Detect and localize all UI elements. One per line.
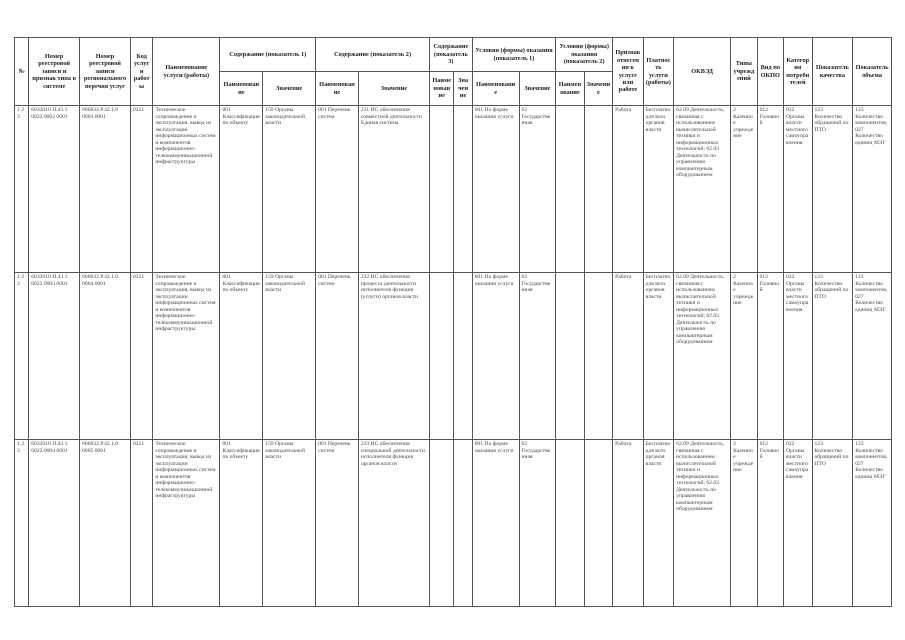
col-content-3: Содержание (показатель 3) [430,38,473,72]
cell-service-code: 0221 [130,106,152,273]
cell-okpo: 012 Головной [757,106,783,273]
cell-reg-number: 6032010 П.43 1 0022 0002 0001 [29,106,80,273]
cell-type: Работа [613,273,644,440]
col-conditions-2: Условия (формы) оказания (показатель 2) [556,38,613,72]
cell-bodies: 2 Казенное учреждение [731,273,757,440]
cell-content-1-value: 159 Органы законодательной власти [263,273,316,440]
sub-content-3-name: Наименование [430,72,454,106]
cell-content-3-value [454,440,472,607]
col-num: № [15,38,29,106]
cell-content-2-name: 001 Перечень систем [316,440,359,607]
cell-content-3-value [454,273,472,440]
col-reg-number: Номер реестровой записи и признак типа в системе [29,38,80,106]
cell-payment: Бесплатно для всех органов власти [643,440,674,607]
cell-conditions-2-value [584,106,613,273]
cell-bodies: 2 Казенное учреждение [731,106,757,273]
cell-conditions-2-value [584,273,613,440]
cell-okpo: 012 Головной [757,273,783,440]
sub-conditions-1-name: Наименование [472,72,519,106]
cell-content-3-name [430,440,454,607]
table-row [15,273,892,440]
cell-category: 022 Органы власти местного самоуправления [784,106,812,273]
col-volume: Показатель объема [853,38,892,106]
cell-quality: 123 Количество обращений по ПТО [812,440,853,607]
col-service-name: Наименование услуги (работы) [153,38,220,106]
sub-content-2-name: Наименование [316,72,359,106]
cell-content-1-value: 159 Органы законодательной власти [263,106,316,273]
cell-reg-number-region: 606032.Р.42.1.0 0003 0001 [80,106,131,273]
cell-okved: 62.09 Деятельность, связанная с использованием вычислительной техники и информационных технологий; 62.03 Деятельность по управлению компьютерным оборудованием [674,106,731,273]
col-reg-number-region: Номер реестровой записи регионального перечня услуг [80,38,131,106]
table-row [15,106,892,273]
col-service-code: Код услуги работы [130,38,152,106]
cell-type: Работа [613,106,644,273]
cell-conditions-1-name: 001 По форме оказания услуги [472,440,519,607]
cell-content-2-name: 001 Перечень систем [316,273,359,440]
cell-service-name: Техническое сопровождение и эксплуатация, вывод из эксплуатации информационных систем и компонентов информационно-телекоммуникационной инфраструктуры [153,106,220,273]
cell-conditions-1-name: 001 По форме оказания услуги [472,273,519,440]
cell-okved: 62.09 Деятельность, связанная с использованием вычислительной техники и информационных технологий; 62.03 Деятельность по управлению компьютерным оборудованием [674,440,731,607]
cell-reg-number: 6032010 П.43 1 0022 0003 0001 [29,273,80,440]
cell-volume: 123 Количество компонентов, 027 Количество единиц МЭГ [853,440,892,607]
cell-content-2-value: 231 ИС обеспечения совместной деятельности Единая система [358,106,429,273]
cell-volume: 123 Количество компонентов, 027 Количество единиц МЭГ [853,273,892,440]
col-category: Категория потребителей [784,38,812,106]
cell-quality: 123 Количество обращений по ПТО [812,273,853,440]
cell-conditions-2-name [556,440,584,607]
sub-content-1-value: Значение [263,72,316,106]
cell-content-1-name: 001 Классификация по объекту [220,273,263,440]
col-conditions-1: Условия (формы) оказания (показатель 1) [472,38,555,72]
cell-conditions-1-value: 02 Государственная [519,106,556,273]
cell-content-2-name: 001 Перечень систем [316,106,359,273]
col-quality: Показатель качества [812,38,853,106]
sub-conditions-2-name: Наименование [556,72,584,106]
cell-okved: 62.09 Деятельность, связанная с использованием вычислительной техники и информационных технологий; 62.03 Деятельность по управлению компьютерным оборудованием [674,273,731,440]
cell-quality: 123 Количество обращений по ПТО [812,106,853,273]
cell-category: 022 Органы власти местного самоуправления [784,273,812,440]
cell-bodies: 2 Казенное учреждение [731,440,757,607]
cell-okpo: 012 Головной [757,440,783,607]
cell-reg-number-region: 606032.Р.42.1.0 0005 0001 [80,440,131,607]
cell-type: Работа [613,440,644,607]
col-okved: ОКВЭД [674,38,731,106]
cell-service-code: 0221 [130,440,152,607]
col-payment: Платность услуги (работы) [643,38,674,106]
cell-service-name: Техническое сопровождение и эксплуатация, вывод из эксплуатации информационных систем и компонентов информационно-телекоммуникационной инфраструктуры [153,273,220,440]
sub-conditions-2-value: Значение [584,72,613,106]
col-bodies: Типы учреждений [731,38,757,106]
col-content-1: Содержание (показатель 1) [220,38,316,72]
cell-content-3-name [430,273,454,440]
cell-content-1-value: 159 Органы законодательной власти [263,440,316,607]
cell-content-2-value: 233 ИС обеспечения специальной деятельности исполнителя функции органов власти [358,440,429,607]
cell-content-1-name: 001 Классификация по объекту [220,440,263,607]
sub-conditions-1-value: Значение [519,72,556,106]
header-row-1 [15,38,892,72]
cell-volume: 123 Количество компонентов, 027 Количество единиц МЭГ [853,106,892,273]
cell-conditions-1-value: 02 Государственная [519,440,556,607]
cell-content-3-name [430,106,454,273]
cell-content-3-value [454,106,472,273]
cell-payment: Бесплатно для всех органов власти [643,106,674,273]
cell-payment: Бесплатно для всех органов власти [643,273,674,440]
cell-reg-number: 6032010 П.43 1 0022 0004 0001 [29,440,80,607]
cell-content-2-value: 232 ИС обеспечения процесса деятельности исполнителя функции (услуги) органов власти [358,273,429,440]
cell-service-name: Техническое сопровождение и эксплуатация, вывод из эксплуатации информационных систем и компонентов информационно-телекоммуникационной инфраструктуры [153,440,220,607]
cell-conditions-1-name: 001 По форме оказания услуги [472,106,519,273]
sub-content-2-value: Значение [358,72,429,106]
col-type: Признак отнесения к услуге или работе [613,38,644,106]
table-row [15,440,892,607]
cell-conditions-2-value [584,440,613,607]
registry-table [14,37,892,607]
cell-num: 1 2 3 [15,273,29,440]
sub-content-1-name: Наименование [220,72,263,106]
cell-conditions-2-name [556,273,584,440]
col-content-2: Содержание (показатель 2) [316,38,430,72]
cell-num: 1 2 3 [15,106,29,273]
cell-num: 1 2 3 [15,440,29,607]
cell-service-code: 0221 [130,273,152,440]
cell-category: 022 Органы власти местного самоуправления [784,440,812,607]
cell-content-1-name: 001 Классификация по объекту [220,106,263,273]
cell-conditions-1-value: 02 Государственная [519,273,556,440]
cell-reg-number-region: 606032.Р.42.1.0 0004 0001 [80,273,131,440]
col-okpo: Вид по ОКПО [757,38,783,106]
cell-conditions-2-name [556,106,584,273]
sub-content-3-value: Значение [454,72,472,106]
